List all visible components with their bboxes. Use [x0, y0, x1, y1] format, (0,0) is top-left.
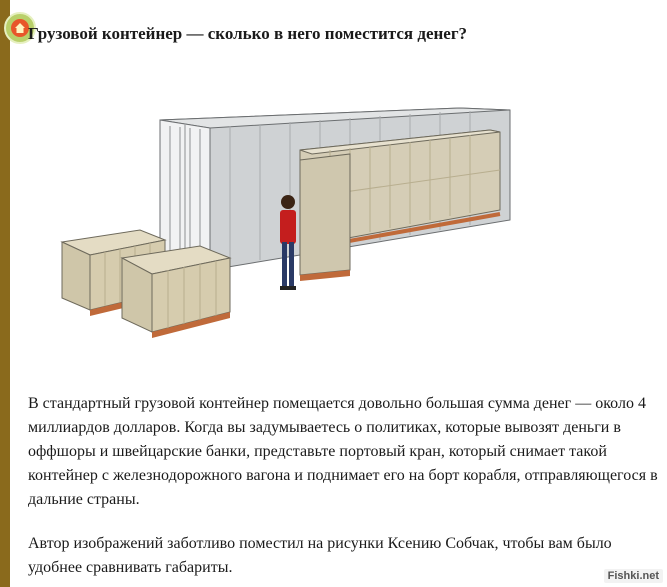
site-watermark: Fishki.net — [604, 569, 663, 583]
article-paragraph-1: В стандартный грузовой контейнер помещается довольно большая сумма денег — около 4 миллиардов долларов. Когда вы задумываетесь о политиках, которые вывозят деньги в оффшоры и швейцарские банки, представьте портовый кран, который снимает такой контейнер с железнодорожного вагона и поднимает его на борт корабля, отправляющегося в дальние страны. — [28, 395, 658, 508]
container-illustration — [30, 70, 530, 370]
article-paragraph-2: Автор изображений заботливо поместил на рисунки Ксению Собчак, чтобы вам было удобнее сравнивать габариты. — [28, 535, 612, 576]
home-icon — [11, 19, 29, 37]
left-accent-bar — [0, 0, 10, 587]
article-title: Грузовой контейнер — сколько в него поместится денег? — [28, 24, 468, 43]
